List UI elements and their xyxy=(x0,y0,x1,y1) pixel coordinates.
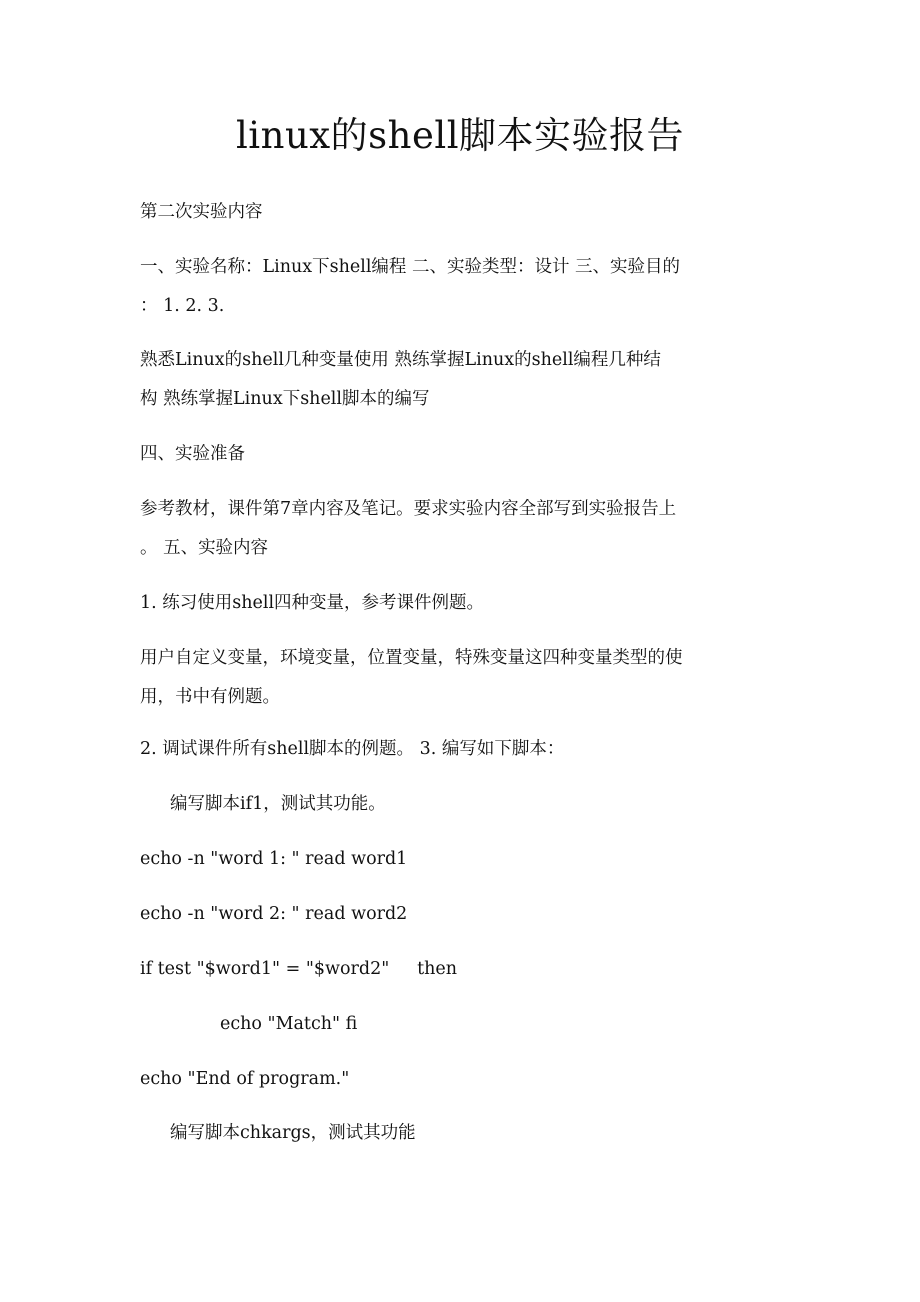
task-line: 1. 练习使用shell四种变量，参考课件例题。 xyxy=(140,593,485,613)
code-line: echo -n "word 1: " read word1 xyxy=(140,849,408,869)
document-title: linux的shell脚本实验报告 xyxy=(235,114,685,157)
section-heading: 四、实验准备 xyxy=(140,444,245,464)
experiment-info-line: 一、实验名称：Linux下shell编程 二、实验类型：设计 三、实验目的 xyxy=(140,257,681,277)
task-line: 用户自定义变量，环境变量，位置变量，特殊变量这四种变量类型的使 xyxy=(140,648,683,668)
task-line: 2. 调试课件所有shell脚本的例题。 3. 编写如下脚本： xyxy=(140,739,565,759)
preparation-line: 参考教材，课件第7章内容及笔记。要求实验内容全部写到实验报告上 xyxy=(140,499,677,519)
task-line: 编写脚本if1，测试其功能。 xyxy=(170,794,386,814)
objectives-line: 构 熟练掌握Linux下shell脚本的编写 xyxy=(140,389,430,409)
task-line: 用，书中有例题。 xyxy=(140,687,280,707)
code-line: if test "$word1" = "$word2" then xyxy=(140,959,458,979)
code-line: echo -n "word 2: " read word2 xyxy=(140,904,408,924)
code-line: echo "End of program." xyxy=(140,1069,350,1089)
section-heading: 第二次实验内容 xyxy=(140,202,263,222)
preparation-line: 。 五、实验内容 xyxy=(140,538,269,558)
code-line: echo "Match" fi xyxy=(220,1014,358,1034)
objectives-line: 熟悉Linux的shell几种变量使用 熟练掌握Linux的shell编程几种结 xyxy=(140,350,661,370)
experiment-info-line: ： 1. 2. 3. xyxy=(140,296,225,316)
task-line: 编写脚本chkargs，测试其功能 xyxy=(170,1123,416,1143)
